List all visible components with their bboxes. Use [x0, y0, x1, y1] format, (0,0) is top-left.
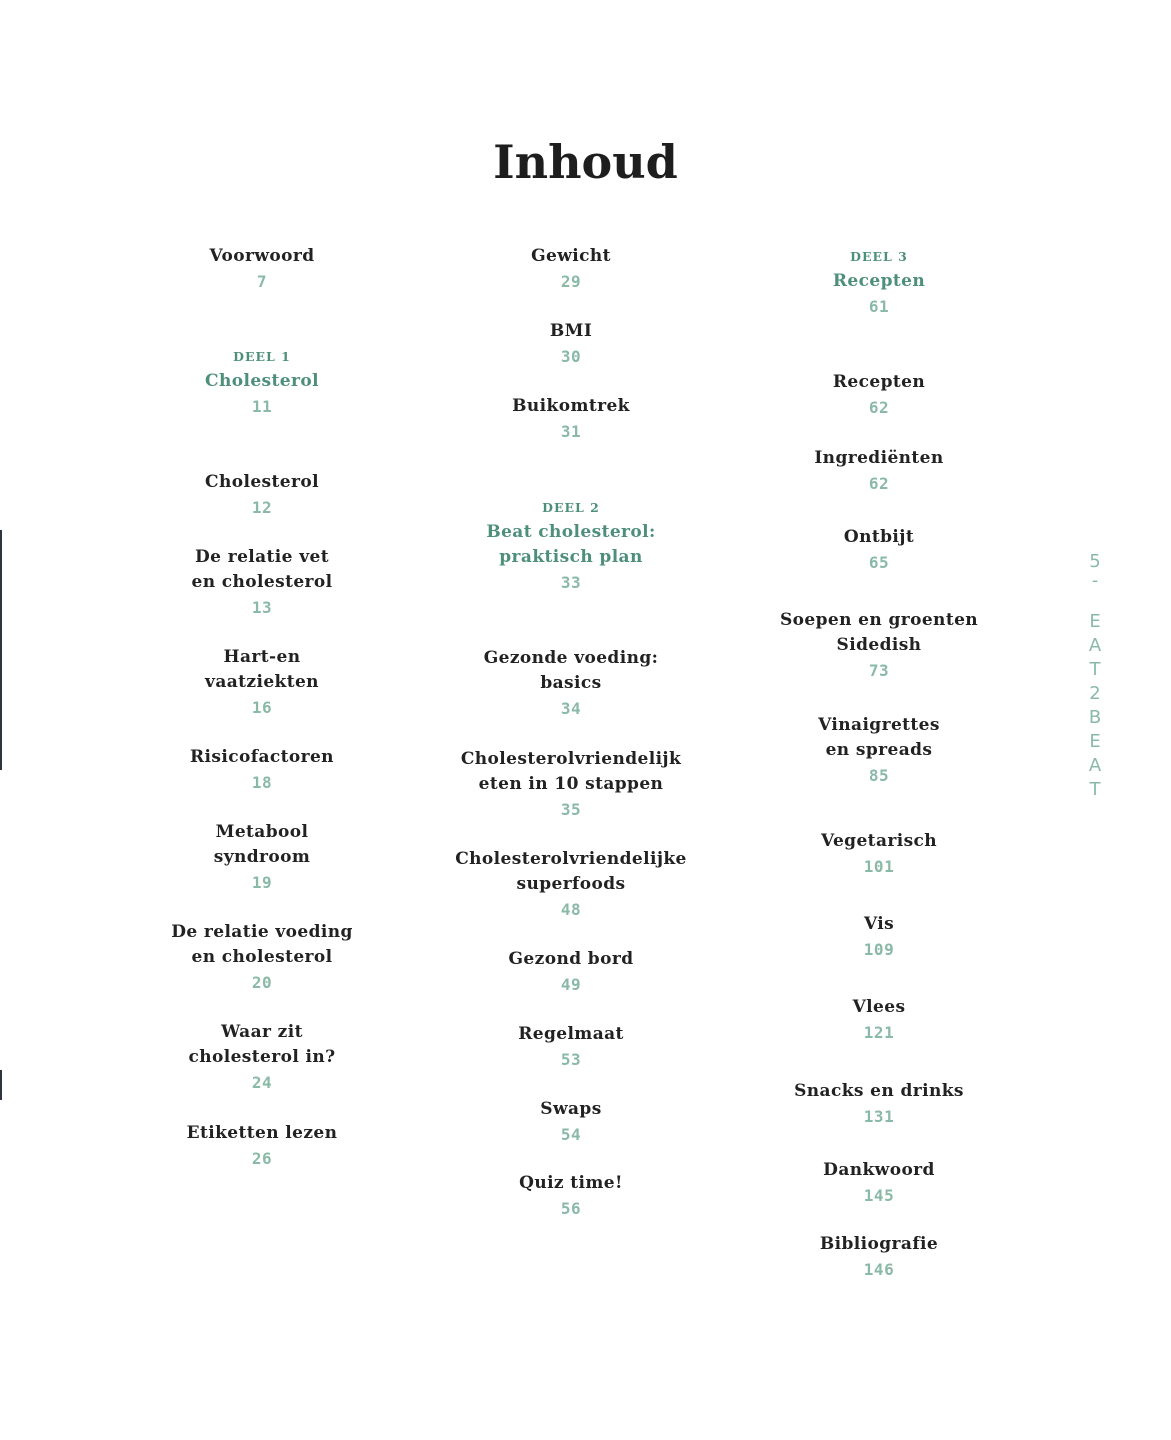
toc-entry-title: Vegetarisch [820, 831, 938, 851]
side-title-letter: 2 [1089, 683, 1101, 704]
toc-entry [92, 745, 432, 796]
side-title-letter: E [1089, 731, 1101, 752]
toc-entry-title: Cholesterolvriendelijke [455, 849, 687, 869]
toc-page-number: 61 [868, 297, 890, 316]
toc-entry-title: Ingrediënten [814, 448, 944, 468]
toc-page-number: 20 [251, 973, 273, 992]
toc-entry [401, 646, 741, 722]
toc-page-number: 35 [560, 800, 582, 819]
toc-page-number: 131 [863, 1107, 895, 1126]
toc-entry [401, 496, 741, 596]
toc-page-number: 101 [863, 857, 895, 876]
toc-entry-title: Vlees [852, 997, 906, 1017]
toc-entry-title: Recepten [832, 372, 926, 392]
toc-page-number: 121 [863, 1023, 895, 1042]
toc-entry [92, 820, 432, 896]
section-title: Cholesterol [205, 371, 319, 391]
toc-entry [92, 1020, 432, 1096]
toc-entry-title: De relatie voeding [171, 922, 353, 942]
side-title-letter: A [1088, 755, 1102, 776]
toc-page-number: 56 [560, 1199, 582, 1218]
toc-entry [709, 446, 1049, 497]
toc-entry-title: eten in 10 stappen [478, 774, 664, 794]
toc-entry-title: Vis [863, 914, 895, 934]
toc-entry [709, 370, 1049, 421]
toc-entry-title: en spreads [825, 740, 933, 760]
toc-entry-title: vaatziekten [205, 672, 319, 692]
toc-entry-title: Gewicht [531, 246, 611, 266]
toc-page-number: 26 [251, 1149, 273, 1168]
section-label: DEEL 1 [233, 349, 291, 364]
toc-entry-title: en cholesterol [191, 572, 333, 592]
toc-entry-title: Risicofactoren [190, 747, 334, 767]
toc-entry-title: De relatie vet [195, 547, 329, 567]
toc-entry [709, 608, 1049, 684]
toc-entry-title: cholesterol in? [188, 1047, 336, 1067]
toc-entry [401, 1171, 741, 1222]
toc-entry [709, 1158, 1049, 1209]
toc-entry-title: Bibliografie [819, 1234, 939, 1254]
toc-entry-title: Cholesterolvriendelijk [460, 749, 682, 769]
toc-page-number: 65 [868, 553, 890, 572]
toc-entry-title: Hart-en [223, 647, 301, 667]
section-label: DEEL 2 [542, 500, 600, 515]
side-separator: - [1091, 570, 1099, 591]
toc-entry-title: en cholesterol [191, 947, 333, 967]
toc-page-number: 62 [868, 398, 890, 417]
toc-entry-title: Dankwoord [823, 1160, 935, 1180]
toc-entry [401, 947, 741, 998]
toc-entry-title: Ontbijt [843, 527, 915, 547]
side-book-title [1082, 610, 1108, 802]
toc-page-number: 19 [251, 873, 273, 892]
side-page-number: 5 [1089, 551, 1101, 572]
page-title: Inhoud [493, 135, 678, 189]
toc-entry [92, 345, 432, 420]
toc-entry-title: BMI [549, 321, 593, 341]
page-edge-mark [0, 530, 2, 770]
toc-page-number: 29 [560, 272, 582, 291]
toc-page-number: 13 [251, 598, 273, 617]
toc-entry [401, 847, 741, 923]
toc-entry-title: Cholesterol [205, 472, 319, 492]
toc-page-number: 62 [868, 474, 890, 493]
side-title-letter: E [1089, 611, 1101, 632]
side-title-letter: A [1088, 635, 1102, 656]
toc-entry-title: Metabool [215, 822, 309, 842]
toc-entry [709, 1232, 1049, 1283]
toc-page-number: 53 [560, 1050, 582, 1069]
toc-entry-title: syndroom [213, 847, 311, 867]
toc-entry [92, 545, 432, 621]
toc-entry [709, 713, 1049, 789]
section-title: Recepten [832, 271, 926, 291]
page-edge-mark [0, 1070, 2, 1100]
toc-entry [401, 747, 741, 823]
toc-entry [401, 319, 741, 370]
toc-entry-title: Gezonde voeding: [483, 648, 659, 668]
toc-entry [92, 645, 432, 721]
toc-page-number: 12 [251, 498, 273, 517]
toc-entry [92, 1121, 432, 1172]
toc-entry [709, 525, 1049, 576]
side-running-header [1082, 550, 1108, 802]
toc-page-number: 145 [863, 1186, 895, 1205]
toc-page-number: 49 [560, 975, 582, 994]
toc-page-number: 33 [560, 573, 582, 592]
side-title-letter: T [1089, 659, 1101, 680]
toc-entry [709, 912, 1049, 963]
toc-page-number: 34 [560, 699, 582, 718]
toc-entry-title: Swaps [540, 1099, 602, 1119]
toc-page-number: 85 [868, 766, 890, 785]
toc-entry [709, 245, 1049, 320]
toc-entry-title: Waar zit [221, 1022, 303, 1042]
toc-entry [401, 1022, 741, 1073]
toc-entry-title: Voorwoord [209, 246, 315, 266]
toc-entry [92, 920, 432, 996]
side-title-letter: B [1088, 707, 1102, 728]
toc-entry-title: Regelmaat [518, 1024, 624, 1044]
toc-entry-title: Snacks en drinks [794, 1081, 964, 1101]
toc-entry-title: Sidedish [836, 635, 922, 655]
section-label: DEEL 3 [850, 249, 908, 264]
toc-page-number: 48 [560, 900, 582, 919]
toc-entry [401, 1097, 741, 1148]
toc-entry-title: Quiz time! [519, 1173, 623, 1193]
toc-entry-title: Vinaigrettes [818, 715, 940, 735]
toc-entry [709, 995, 1049, 1046]
toc-entry [92, 470, 432, 521]
toc-page-number: 30 [560, 347, 582, 366]
toc-entry [709, 829, 1049, 880]
toc-entry [709, 1079, 1049, 1130]
side-title-letter: T [1089, 779, 1101, 800]
toc-entry-title: Gezond bord [508, 949, 634, 969]
toc-entry-title: superfoods [516, 874, 626, 894]
toc-page-number: 24 [251, 1073, 273, 1092]
toc-page-number: 146 [863, 1260, 895, 1279]
toc-page-number: 16 [251, 698, 273, 717]
section-title: Beat cholesterol: [486, 522, 656, 542]
section-title: praktisch plan [499, 547, 643, 567]
toc-entry-title: Soepen en groenten [779, 610, 979, 630]
toc-entry [401, 244, 741, 295]
toc-page-number: 7 [256, 272, 268, 291]
toc-page-number: 54 [560, 1125, 582, 1144]
toc-entry-title: basics [540, 673, 602, 693]
toc-entry-title: Etiketten lezen [186, 1123, 338, 1143]
toc-page-number: 31 [560, 422, 582, 441]
toc-page-number: 18 [251, 773, 273, 792]
toc-entry-title: Buikomtrek [512, 396, 630, 416]
toc-page-number: 109 [863, 940, 895, 959]
toc-entry [401, 394, 741, 445]
toc-entry [92, 244, 432, 295]
toc-page-number: 73 [868, 661, 890, 680]
toc-page-number: 11 [251, 397, 273, 416]
